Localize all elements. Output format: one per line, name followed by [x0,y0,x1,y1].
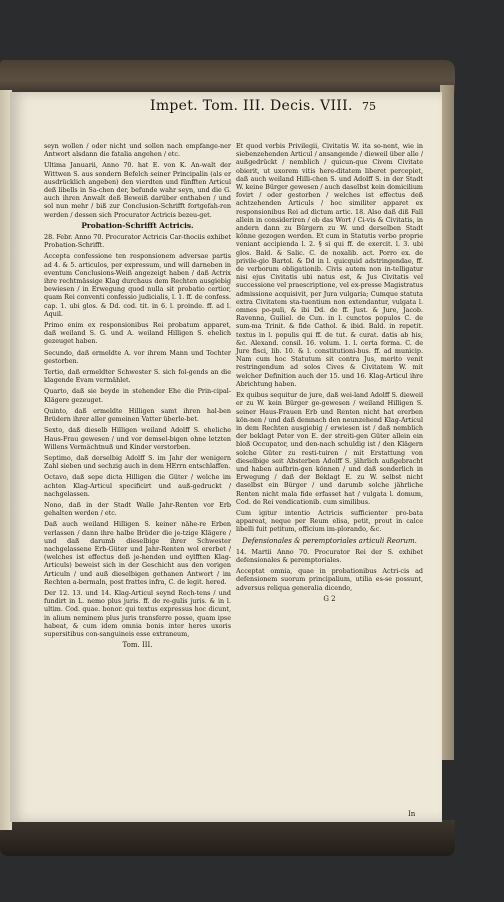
left-text-column [44,142,231,649]
paragraph: Cum igitur intentio Actricis sufficienter pro-bata appareat, neque per Reum elisa, petit, prout in calce libelli fuit petitum, officium im-plorando, &c. [236,508,423,534]
running-head: Impet. Tom. III. Decis. VIII. [150,98,353,114]
paragraph: Quinto, daß ermeldte Hilligen samt ihren hal-ben Brüdern ihrer aller gemeinen Vatter überle-bet. [44,406,231,424]
book-bottom-edge [0,820,455,856]
section-heading: Probation-Schrifft Actricis. [81,220,194,230]
paragraph: 28. Febr. Anno 70. Procurator Actricis Car-thociis exhibet Probation-Schrifft. [44,233,231,250]
paragraph: Quarto, daß sie beyde in stehender Ehe die Prin-cipal-Klägere gezeuget. [44,387,231,404]
paragraph: Octavo, daß sepe dicta Hilligen die Güter / welche im achten Klag-Articul specificirt und auß-gedruckt / nachgelassen. [44,473,231,498]
page-header [10,98,442,120]
paragraph: Ex quibus sequitur de jure, daß wei-land Adolff S. dieweil er zu W. kein Bürger ge-gewesen / weiland Hilligen S. seiner Haus-Frauen Erb und Renten nicht hat ererben kön-nen / und daß demnach den neunzehend Klag-Articul in dem Rechten ausgiebig / erwiesen ist / daß nemblich der beklagt Peter von E. der streiti-gen Güter allein ein bloß Occupator, und den-nach schuldig ist / den Klägern solche Güter zu resti-tuiren / mit Erstattung von dieselbige seit Absterben Adolff S. jährlich außgebracht und haben aufbrin-gen können / und daß sonderlich in Erwegung / daß der Beklagt E. zu W. selbst nicht daselbst ein Bürger / und darumb solche jährliche Renten nicht mala fide erfasset hat / vulgata l. domum, Cod. de Rei vendicationib. cum similibus. [236,391,423,506]
page-number: 75 [362,100,376,113]
paragraph: Acceptat omnia, quae in probationibus Actri-cis ad defensionem suorum principalium, utilia es-se possunt, adversus reliqua generalia dicendo, [236,567,423,592]
book-fore-edge [440,85,454,760]
paragraph: Tertio, daß ermeldter Schwester S. sich fol-gends an die klagende Evam vermählet. [44,368,231,385]
signature-mark: G 2 [323,594,336,603]
section-heading: Defensionales & peremptoriales articuli Reorum. [242,536,417,545]
paragraph: Ultima Januarii, Anno 70. hat E. von K. An-walt der Wittwen S. aus sondern Befelch seiner Principalin (als er ausdrücklich angeben) den vierdten und fünfften Articul deß libells in Sa-chen der, befunde wahr seyn, und die G. auch ihren Anwalt deß Beweiß darüber enthaben / und sol nun mehr / biß zur Conclusion-Schrifft fortgefah-ren werden / dessen sich Procurator Actricis bezeu-get. [44,161,231,219]
paragraph: Sexto, daß dieselb Hilligen weiland Adolff S. eheliche Haus-Frau gewesen / und vor demsel-bigen ohne letzten Willens Vermächtnuß und Kinder verstorben. [44,426,231,451]
paragraph: Et quod verbis Privilegii, Civitatis W. ita so-nent, wie in siebenzehenden Articul / ansangende / dieweil über alle / außgedrückt / nemblich / quicun-que Civem Civitate obierit, ut uxorem vitis here-ditatem liberet percepiet, daß auch weiland Hilli-chen S. und Adolff S. in der Stadt W. keine Bürger gewesen / auch daselbst kein domicilium fovirt / oder gestorben / welches ist effectus deß achtzehenden Articuls / hoc similiter apparet ex responsionibus Rei ad dictum artic. 18. Also daß diß Fall allein in consideriren / ob das Wort / Ci-vis & Civitatis, in andern dann zu Bürgern zu W. und derselben Stadt könne gezogen werden. Et cum in Statutis verbo proprie veniant accipienda l. 2. § si qui ff. de exercit. l. 3. ubi glos. Bald. & Salic. C. de noxalib. act. Porro ex. de privile-gio Bartol. & Dd in l. quicquid adstringendae, ff. de verborum obligationib. Civis autem non in-telligatur nisi ejus Civitatis ubi natus est, & Jus Civitatis vel successione vel praescriptione, vel ex-presse Magistratus admissione acquisivit, per Jura vulgaria; Cumque statuta extra Civitatem sta-tuentium non extendantur, vulgata l. omnes po-puli, & ibi Dd. de ff. Just. & Jure, Jacob. Ravenna, Guiliel. de Cun. in l. cunctos populos C. de sum-ma Trinit. & fide Cathol. & ibid. Bald. in repetit. textus in l. populis qui ff. de tut. & curat. datis ab his, &c. Alexand. consil. 16. volum. 1. l. certa forma. C. de Jure fisci, lib. 10. & l. constitutioni-bus. ff. ad municip. Nam cum hoc Statutum sit contra Jus, merito venit restringendum ad solos Cives & Civitatem W. mit welcher Definition auch der 15. und 16. Klag-Articul ihre Abrichtung haben. [236,142,423,388]
signature-mark: Tom. III. [122,641,153,650]
catchword: In [408,810,416,818]
paragraph: seyn wollen / oder nicht und sollen nach empfange-ner Antwort alsdann die fatalia angehen / etc. [44,142,231,159]
paragraph: Primo enim ex responsionibus Rei probatum apparet, daß weiland S. G. und A. weiland Hilligen S. ehelich gezeuget haben. [44,321,231,346]
book-top-edge [0,60,455,94]
paragraph: Septimo, daß derselbig Adolff S. im Jahr der wenigern Zahl sieben und sechzig auch in dem HErrn entschlaffen. [44,453,231,471]
paragraph: 14. Martii Anno 70. Procurator Rei der S. exhibet defensionales & peremptoriales. [236,547,423,564]
paragraph: Der 12. 13. und 14. Klag-Articul seynd Rech-tens / und fundirt in L. nemo plus juris. ff. de re-gulis juris. & in l. ultim. Cod. quae. bonor. qui textus expressus hoc dicunt, in alium neminem plus juris transferre posse, quam ipse habeat, & cum idem omnia bonis inter heres uxoris supersitibus con-sanguineis esse extraneum, [44,588,231,638]
paragraph: Accepta confessione ten responsionem adversae partis ad 4. & 5. articulos, per expressum, und will darneben in eventum Conclusions-Weiß angezeigt haben / daß Actrix ihre rechtmässige Klag durchaus dem Rechten ausgiebig bewiesen / in Erwegung quod nulla sit probatio certior, quam Rei conventi confessio judicialis, l. 1. ff. de confess. cap. 1. ubi glos. & Dd. cod. tit. in 6. l. proinde. ff. ad l. Aquil. [44,252,231,318]
paragraph: Secundo, daß ermeldte A. vor ihrem Mann und Tochter gestorben. [44,348,231,365]
paragraph: Daß auch weiland Hilligen S. keiner nähe-re Erben verlassen / dann ihre halbe Brüder die je-tzige Klägere / und daß darumb dieselbige ihrer Schwester nachgelassene Erb-Güter und Jahr-Renten wol ererbet / (welches ist effectus deß je-henden und eylfften Klag-Articuls) beweist sich in der Geschicht aus den vorigen Articuln / und auß dieselbigen gethanen Antwort / im Rechten a-bermaln, post frattes infra, C. de legit. hered. [44,520,231,586]
paragraph: Nono, daß in der Stadt Walle Jahr-Renten vor Erb gehalten werden / etc. [44,500,231,518]
right-text-column [236,142,423,603]
book-page [10,92,442,822]
